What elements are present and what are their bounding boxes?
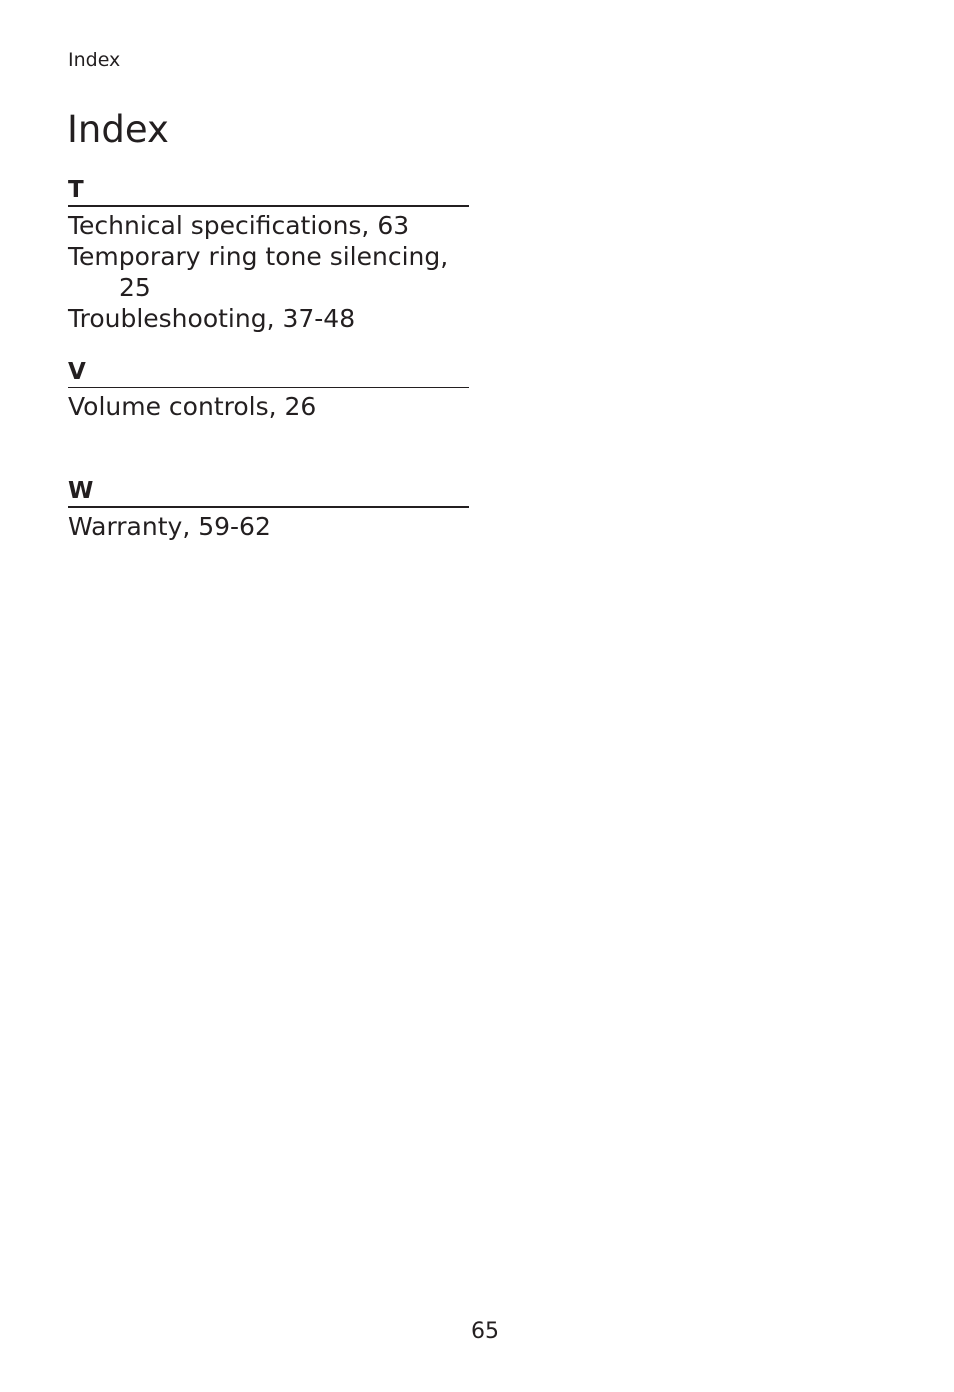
index-section-t: [68, 176, 469, 334]
index-entry-text: Technical specifications, 63: [68, 211, 410, 240]
index-entry: [68, 241, 469, 303]
index-entry-text: Warranty, 59-62: [68, 512, 271, 541]
page-number: 65: [471, 1319, 499, 1344]
section-letter: V: [68, 358, 469, 388]
index-entry-text: Troubleshooting, 37-48: [68, 304, 356, 333]
index-entry: [68, 303, 469, 334]
section-letter: W: [68, 477, 469, 508]
section-letter: T: [68, 176, 469, 207]
index-entry-list: [68, 391, 469, 422]
index-section-v: [68, 358, 469, 422]
index-entry-text: Temporary ring tone silencing,: [68, 242, 449, 271]
index-entry-text: Volume controls, 26: [68, 392, 317, 421]
running-header: Index: [68, 49, 121, 71]
index-section-w: [68, 477, 469, 542]
index-entry-continuation: 25: [119, 273, 151, 302]
index-entry-list: [68, 511, 469, 542]
page-title: Index: [67, 108, 169, 151]
index-entry-list: [68, 210, 469, 334]
index-entry: [68, 210, 469, 241]
index-entry: [68, 511, 469, 542]
index-entry: [68, 391, 469, 422]
